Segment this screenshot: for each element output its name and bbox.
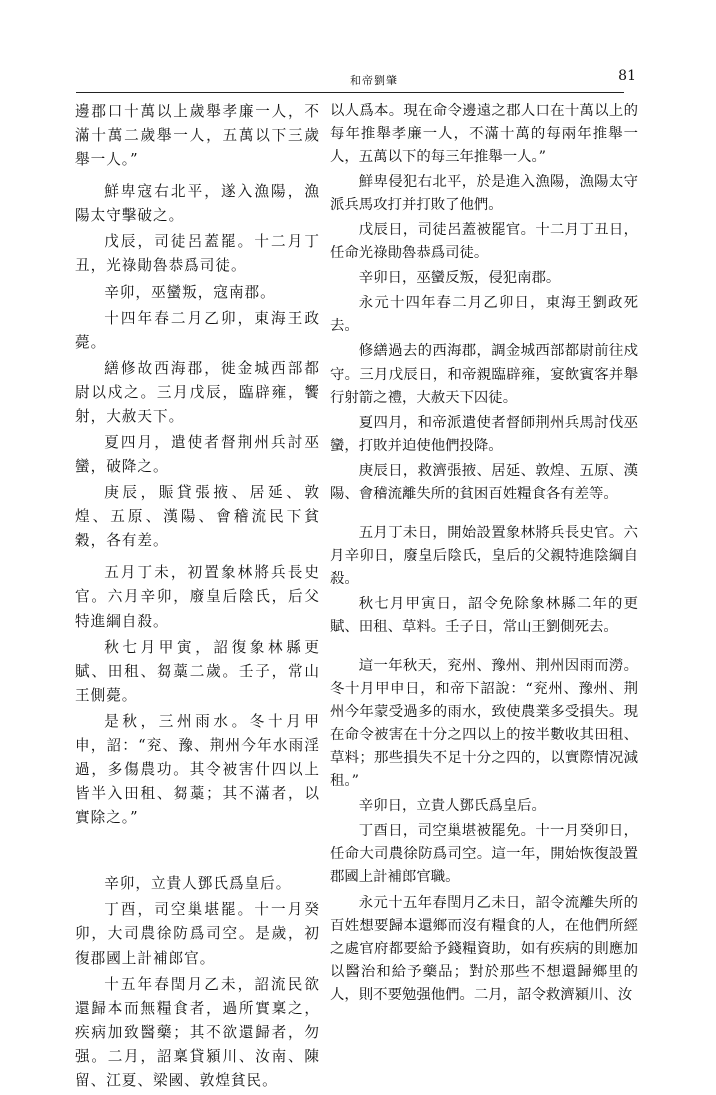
- right-paragraph: 夏四月，和帝派遣使者督師荆州兵馬討伐巫蠻，打敗并迫使他們投降。: [330, 414, 638, 454]
- right-paragraph: 五月丁未日，開始設置象林將兵長史官。六月辛卯日，廢皇后陰氏，皇后的父親特進陰綱自殺。: [330, 524, 638, 587]
- left-paragraph: 五月丁未，初置象林將兵長史官。六月辛卯，廢皇后陰氏，后父特進綱自殺。: [75, 564, 320, 630]
- left-paragraph: 鮮卑寇右北平，遂入漁陽，漁陽太守擊破之。: [75, 183, 320, 225]
- left-paragraph: 是秋，三州雨水。冬十月甲申，詔：“兖、豫、荆州今年水雨淫過，多傷農功。其令被害什四以上皆半入田租、芻藁；其不滿者，以實除之。”: [75, 712, 320, 827]
- right-paragraph: 永元十五年春閏月乙未日，詔令流離失所的百姓想要歸本還鄉而沒有糧食的人，在他們所經之處官府都要給予錢糧資助，如有疾病的則應加以醫治和給予藥品；對於那些不想還歸鄉里的人，則不要勉强他們。二月，詔令救濟潁川、汝: [330, 894, 638, 1003]
- left-paragraph: 邊郡口十萬以上歲舉孝廉一人，不滿十萬二歲舉一人，五萬以下三歲舉一人。”: [75, 103, 320, 169]
- left-paragraph: 庚辰，賑貸張掖、居延、敦煌、五原、漢陽、會稽流民下貧穀，各有差。: [75, 484, 320, 550]
- right-paragraph: 以人爲本。現在命令邊遠之郡人口在十萬以上的每年推舉孝廉一人，不滿十萬的每兩年推舉一人，五萬以下的每三年推舉一人。”: [330, 103, 638, 166]
- left-paragraph: 辛卯，立貴人鄧氏爲皇后。: [104, 875, 292, 893]
- right-paragraph: 修繕過去的西海郡，調金城西部都尉前往戍守。三月戊辰日，和帝親臨辟雍，宴飲賓客并舉行射箭之禮，大赦天下囚徒。: [330, 343, 638, 406]
- right-paragraph: 永元十四年春二月乙卯日，東海王劉政死去。: [330, 295, 638, 335]
- right-paragraph: 丁酉日，司空巢堪被罷免。十一月癸卯日，任命大司農徐防爲司空。這一年，開始恢復設置郡國上計補郎官職。: [330, 823, 638, 886]
- right-paragraph: 辛卯日，巫蠻反叛，侵犯南郡。: [358, 270, 561, 287]
- left-paragraph: 戊辰，司徒呂蓋罷。十二月丁丑，光祿勛魯恭爲司徒。: [75, 233, 320, 275]
- page-number: 81: [618, 68, 636, 84]
- left-paragraph: 秋七月甲寅，詔復象林縣更賦、田租、芻藁二歲。壬子，常山王側薨。: [75, 638, 320, 704]
- running-title: 和帝劉肇: [350, 74, 398, 87]
- right-paragraph: 庚辰日，救濟張掖、居延、敦煌、五原、漢陽、會稽流離失所的貧困百姓糧食各有差等。: [330, 462, 638, 502]
- translation-column: [330, 100, 638, 1009]
- left-paragraph: 十四年春二月乙卯，東海王政薨。: [75, 309, 320, 351]
- left-paragraph: 十五年春閏月乙未，詔流民欲還歸本而無糧食者，過所實稟之，疾病加致醫藥；其不欲還歸者，勿强。二月，詔稟貸潁川、汝南、陳留、江夏、梁國、敦煌貧民。: [75, 975, 320, 1089]
- left-paragraph: 丁酉，司空巢堪罷。十一月癸卯，大司農徐防爲司空。是歲，初復郡國上計補郎官。: [75, 901, 320, 967]
- right-paragraph: 辛卯日，立貴人鄧氏爲皇后。: [358, 798, 546, 815]
- right-paragraph: 鮮卑侵犯右北平，於是進入漁陽，漁陽太守派兵馬攻打并打敗了他們。: [330, 174, 638, 214]
- right-paragraph: 秋七月甲寅日，詔令免除象林縣二年的更賦、田租、草料。壬子日，常山王劉側死去。: [330, 595, 638, 635]
- header-rule: [76, 92, 624, 93]
- left-paragraph: 繕修故西海郡，徙金城西部都尉以戍之。三月戊辰，臨辟雍，饗射，大赦天下。: [75, 359, 320, 425]
- right-paragraph: 戊辰日，司徒呂蓋被罷官。十二月丁丑日，任命光祿勛魯恭爲司徒。: [330, 222, 638, 262]
- right-paragraph: 這一年秋天，兖州、豫州、荆州因雨而澇。冬十月甲申日，和帝下詔說：“兖州、豫州、荆州今年蒙受過多的雨水，致使農業多受損失。現在命令被害在十分之四以上的按半數收其田租、草料；那些損失不足十分之四的，以實際情况減租。”: [330, 658, 638, 790]
- left-paragraph: 夏四月，遣使者督荆州兵討巫蠻，破降之。: [75, 434, 320, 476]
- left-paragraph: 辛卯，巫蠻叛，寇南郡。: [104, 283, 276, 301]
- classical-text-column: [75, 100, 320, 1095]
- running-header: [28, 68, 636, 90]
